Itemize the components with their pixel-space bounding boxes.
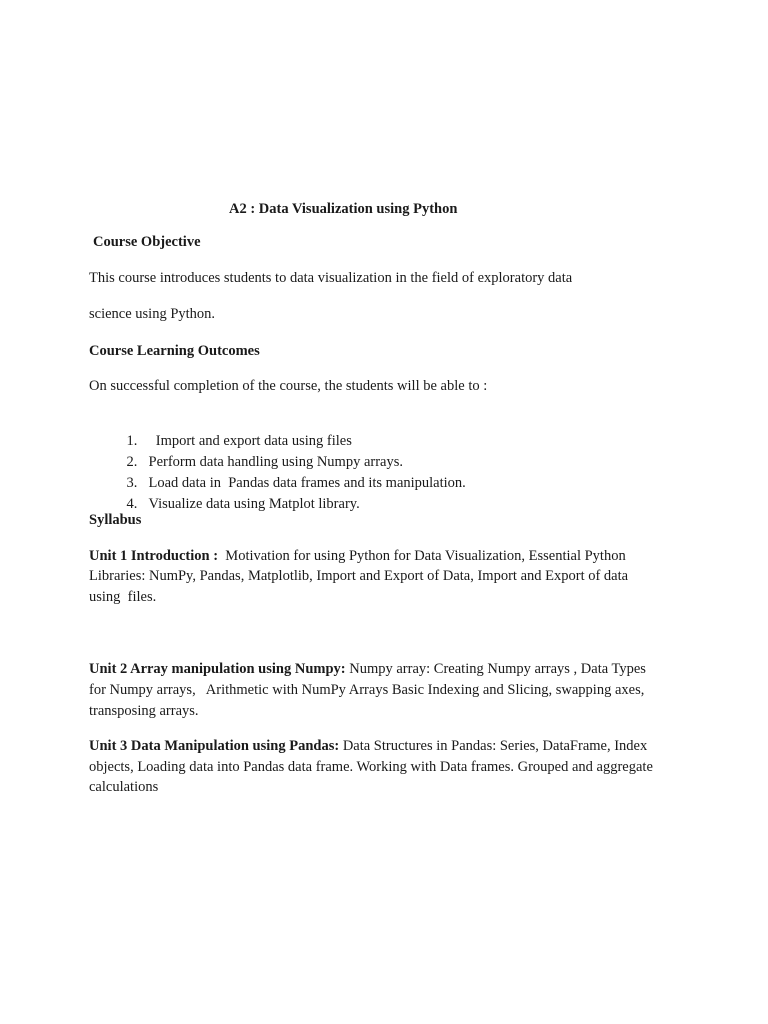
unit-1-label: Unit 1 Introduction : [89,548,219,564]
unit-1-line-1 [89,546,626,566]
list-number: 3. [126,475,138,491]
unit-2-text: Numpy array: Creating Numpy arrays , Data Types [345,661,646,677]
unit-3-line-3: calculations [89,779,159,795]
syllabus-heading: Syllabus [89,512,142,528]
unit-1-text: Motivation for using Python for Data Visualization, Essential Python [218,548,626,564]
unit-3-line-2: objects, Loading data into Pandas data frame. Working with Data frames. Grouped and aggregate [89,759,653,775]
list-text: Visualize data using Matplot library. [148,496,360,512]
document-title: A2 : Data Visualization using Python [229,201,458,217]
learning-outcomes-heading: Course Learning Outcomes [89,343,260,359]
list-number: 4. [126,496,138,512]
unit-3-text: Data Structures in Pandas: Series, DataFrame, Index [339,738,648,754]
unit-2-line-1 [89,659,646,679]
unit-1-line-2: Libraries: NumPy, Pandas, Matplotlib, Import and Export of Data, Import and Export of data [89,568,629,584]
list-item [112,474,360,534]
learning-outcomes-intro: On successful completion of the course, the students will be able to : [89,378,488,394]
list-number: 2. [126,454,138,470]
course-objective-line-2: science using Python. [89,306,216,322]
list-text: Load data in Pandas data frames and its manipulation. [148,475,466,491]
unit-2-line-3: transposing arrays. [89,703,199,719]
unit-2-line-2: for Numpy arrays, Arithmetic with NumPy Arrays Basic Indexing and Slicing, swapping axes, [89,682,645,698]
course-objective-heading: Course Objective [93,234,201,250]
list-text: Import and export data using files [148,433,352,449]
list-number: 1. [126,433,138,449]
unit-1-line-3: using files. [89,589,157,605]
unit-3-line-1 [89,736,647,756]
unit-3-label: Unit 3 Data Manipulation using Pandas: [89,738,340,754]
unit-2-label: Unit 2 Array manipulation using Numpy: [89,661,346,677]
course-objective-line-1: This course introduces students to data visualization in the field of exploratory data [89,270,573,286]
list-text: Perform data handling using Numpy arrays. [148,454,404,470]
